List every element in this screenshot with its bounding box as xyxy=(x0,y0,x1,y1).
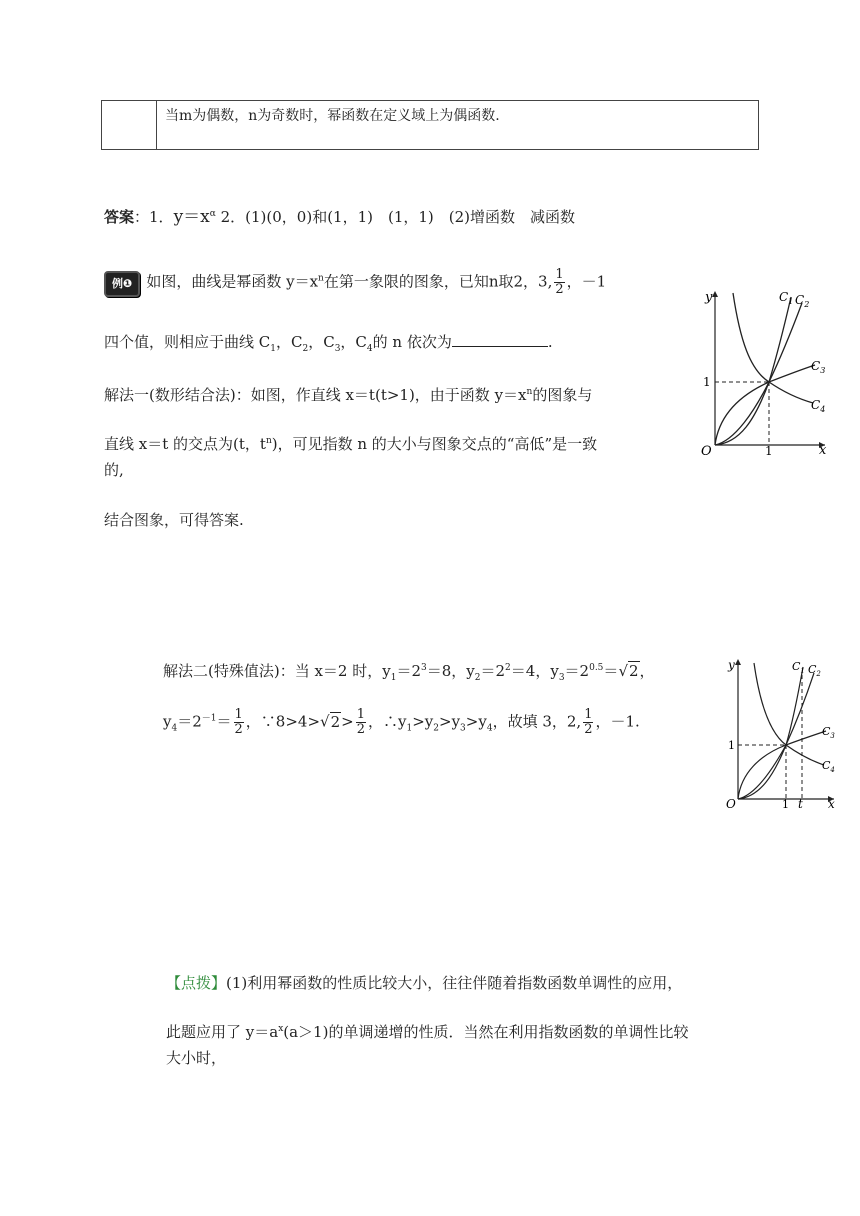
svg-text:C1: $C_1$ xyxy=(792,660,805,675)
x-axis-label: x xyxy=(819,443,827,455)
example-badge: 例❶ xyxy=(104,271,140,297)
answer-line: 答案：1．$y=x^\alpha$ 2．(1)(0，0)和(1，1) (1，1) (2)增函数 减函数 xyxy=(104,207,576,227)
answer-label: 答案 xyxy=(104,208,135,226)
svg-text:O: O xyxy=(726,797,736,810)
tip-label: 【点拨】 xyxy=(166,974,227,992)
svg-text:x: x xyxy=(828,797,835,810)
origin-label: O xyxy=(701,444,712,455)
method2-line2: $y_4=2^{-1}=$ $\frac{1}{2}$ ，∵8>4>√2> $\frac{1}{2}$ ，$\therefore y_1>y_2>y_3>y_4$，故填 3，2, $\frac{1}{2}$ ，－1. xyxy=(163,707,640,737)
curve-label-c3: $C_3$ xyxy=(811,359,826,375)
table-empty-cell xyxy=(102,101,157,150)
method1-line4: 结合图象，可得答案. xyxy=(104,511,244,529)
svg-text:C4: $C_4$ xyxy=(822,759,835,774)
tip-line2: 此题应用了 $y=a^x(a>1)$的单调递增的性质．当然在利用指数函数的单调性比较 xyxy=(166,1023,689,1041)
power-function-graph-2 xyxy=(722,655,842,810)
curve-label-c4: $C_4$ xyxy=(811,398,826,414)
svg-text:y: y xyxy=(728,658,735,672)
y-tick-1: 1 xyxy=(703,375,711,389)
method1-line3: 的, xyxy=(104,461,124,479)
method2-line1: 解法二(特殊值法)：当 x＝2 时，$y_1=2^3=8$，$y_2=2^2=4$，$y_3=2^{0.5}=√2$， xyxy=(163,662,655,683)
x-tick-1: 1 xyxy=(765,444,773,455)
example1-line1: 例❶ 如图，曲线是幂函数 $y=x^n$在第一象限的图象，已知n取2，3, $\frac{1}{2}$ ，－1 xyxy=(104,268,606,297)
svg-text:t: t xyxy=(798,797,803,810)
method1-line1: 解法一(数形结合法)：如图，作直线 x＝t(t>1)，由于函数 $y=x^n$的图象与 xyxy=(104,386,593,404)
example1-line2: 四个值，则相应于曲线 $C_1$，$C_2$，$C_3$，$C_4$的 n 依次为 . xyxy=(104,333,553,354)
property-table xyxy=(101,100,759,150)
tip-line3: 大小时， xyxy=(166,1049,227,1067)
power-function-graph-1 xyxy=(695,285,830,455)
svg-text:1: 1 xyxy=(728,739,735,752)
curve-label-c1: $C_1$ xyxy=(779,290,794,306)
svg-text:C2: $C_2$ xyxy=(808,663,821,678)
method1-line2: 直线 x＝t 的交点为(t，$t^n$)，可见指数 n 的大小与图象交点的“高低”是一致 xyxy=(104,435,598,453)
curve-label-c2: $C_2$ xyxy=(795,293,810,309)
table-text-cell: 当m为偶数，n为奇数时，幂函数在定义域上为偶函数. xyxy=(157,101,759,150)
svg-text:C3: $C_3$ xyxy=(822,725,835,740)
svg-text:1: 1 xyxy=(782,798,789,810)
fraction-half: $\frac{1}{2}$ xyxy=(555,267,564,297)
tip-line1: 【点拨】(1)利用幂函数的性质比较大小，往往伴随着指数函数单调性的应用， xyxy=(166,974,683,992)
answer-blank xyxy=(452,332,548,347)
y-axis-label: y xyxy=(705,290,713,305)
